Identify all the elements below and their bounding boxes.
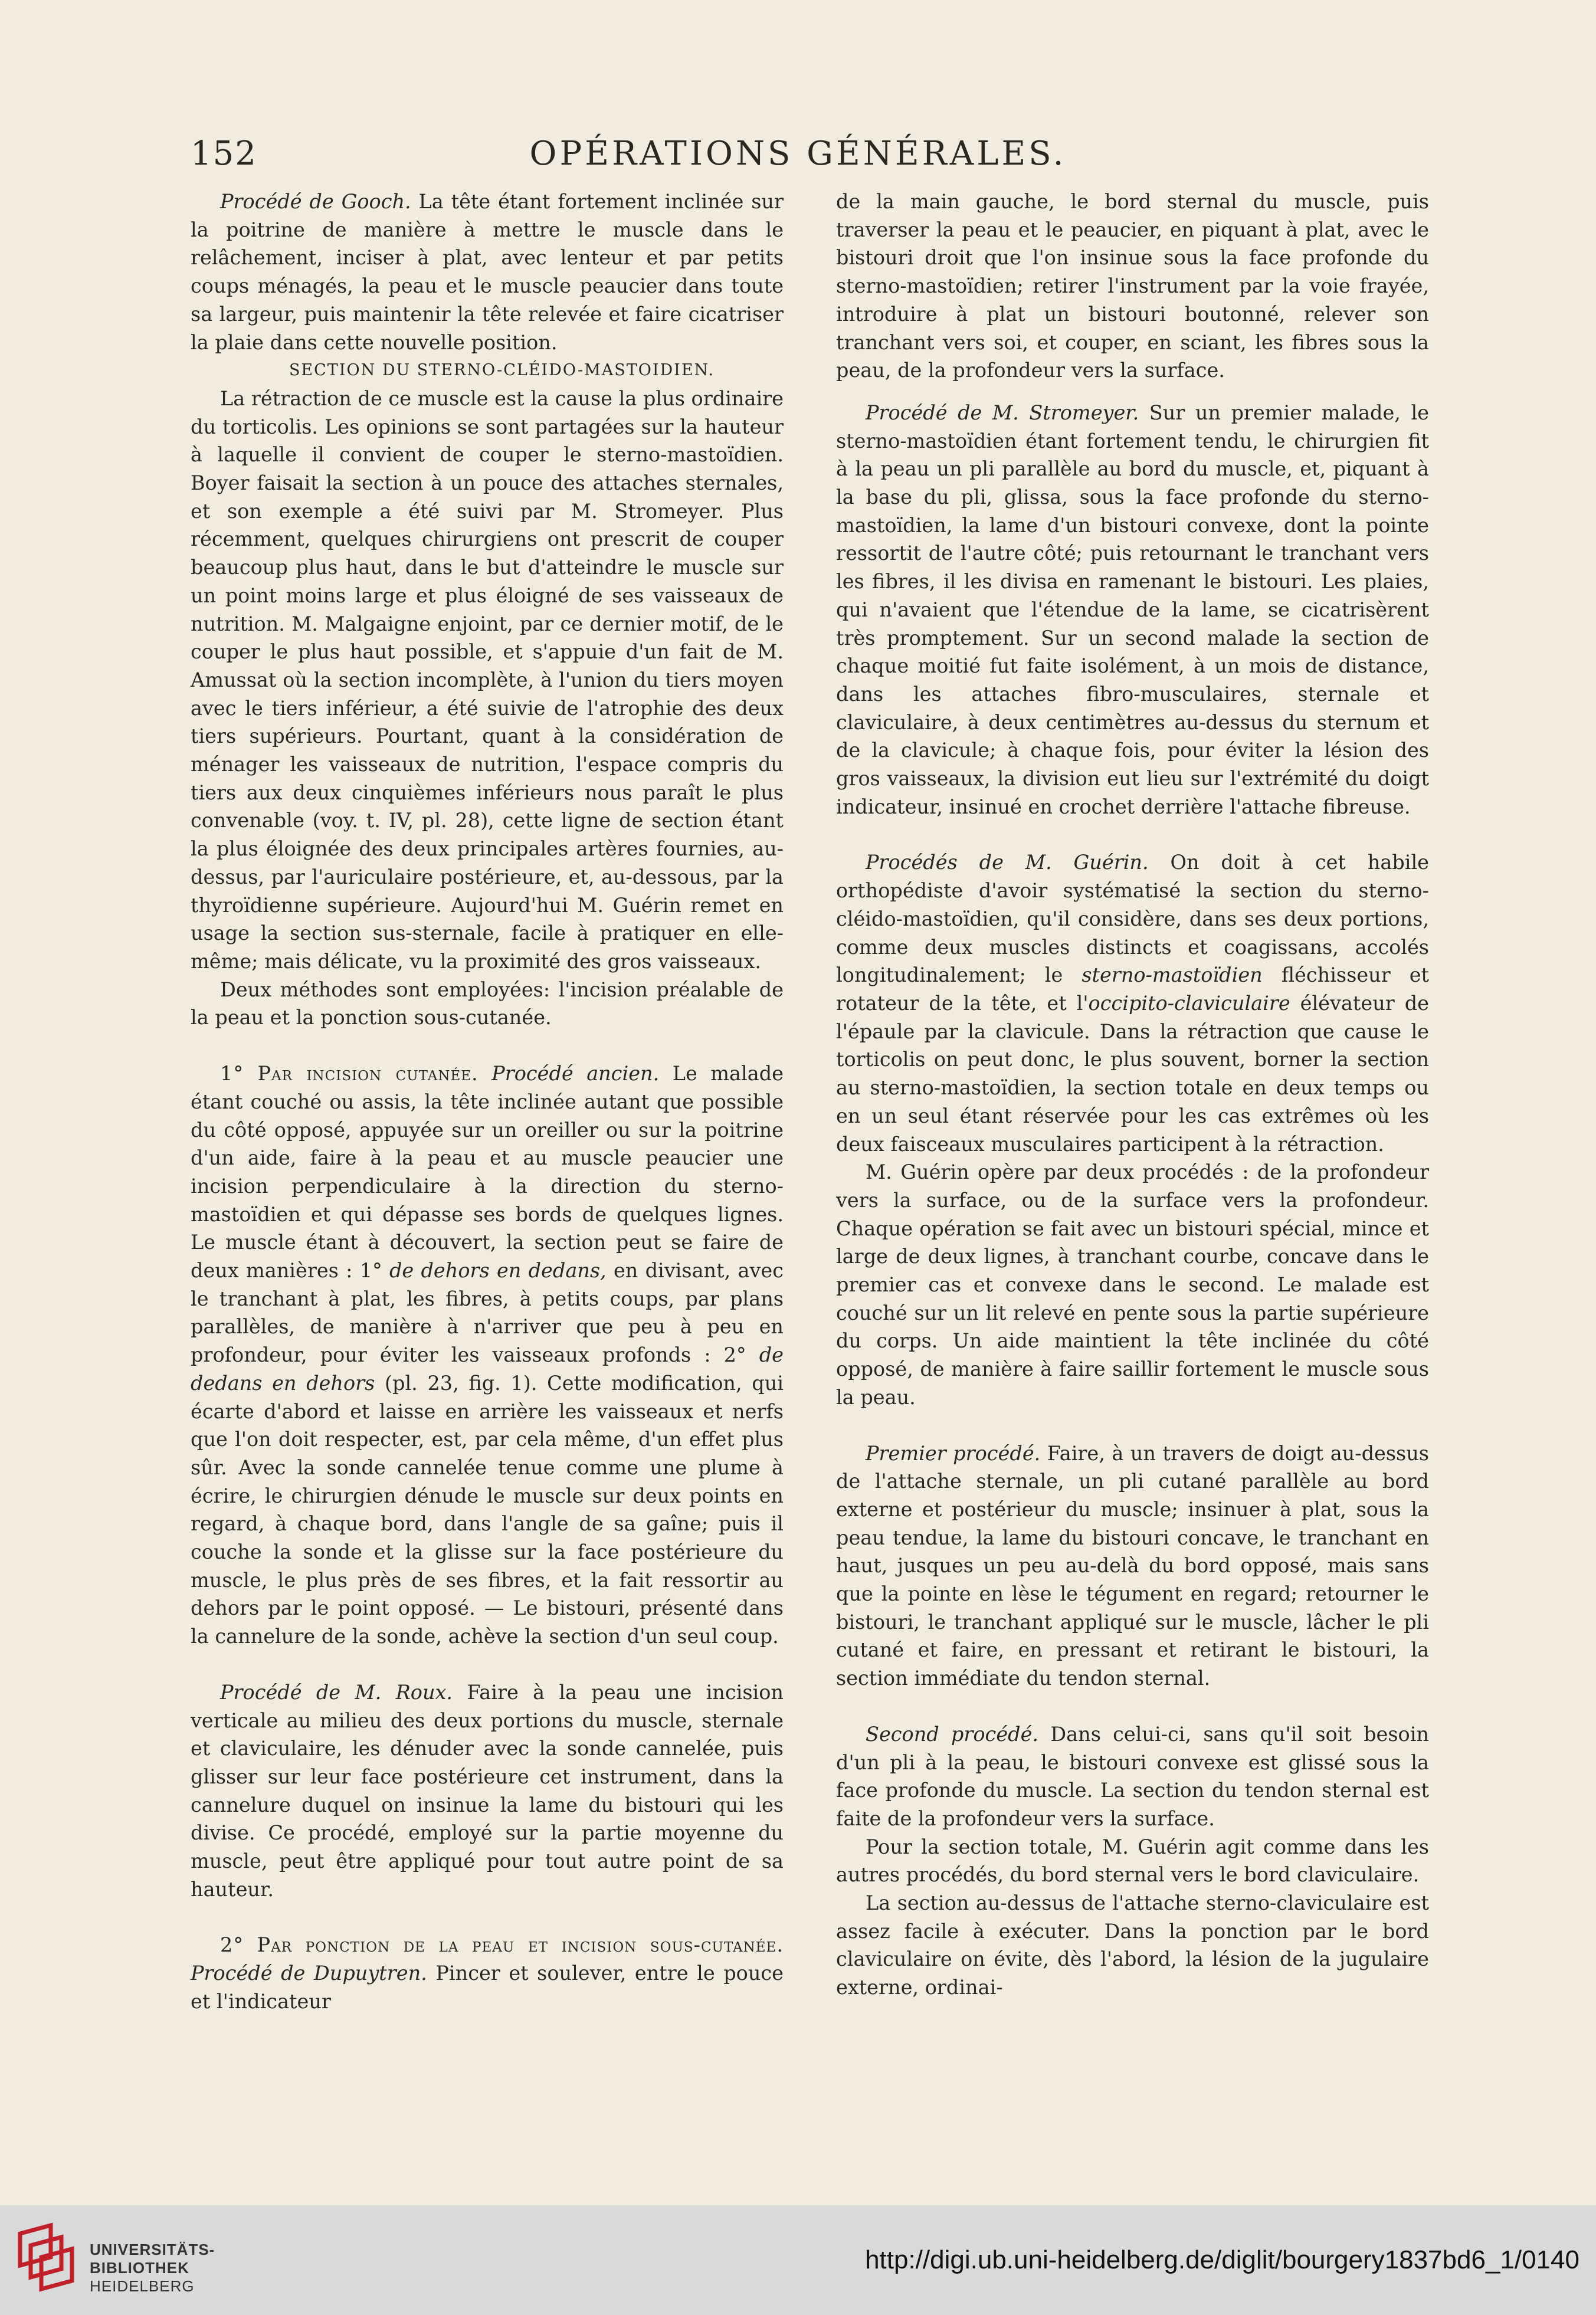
paragraph-dupuytren-continued: de la main gauche, le bord sternal du muscle, puis traverser la peau et le peaucier, en piquant à plat, avec le bistouri droit que l'on insinue sous la face profonde du sterno-mastoïdien; retirer l'instrument par la voie frayée, introduire à plat un bistouri boutonné, relever son tranchant vers soi, et couper, en sciant, les fibres sous la peau, de la profondeur vers la surface. xyxy=(836,190,1429,382)
paragraph-roux: Procédé de M. Roux. Faire à la peau une incision verticale au milieu des deux portions du muscle, sternale et claviculaire, les dénuder avec la sonde cannelée, puis glisser sur leur face postérieure cet instrument, dans la cannelure duquel on insinue la lame du bistouri qui les divise. Ce procédé, employé sur la partie moyenne du muscle, peut être appliqué pour tout autre point de sa hauteur. xyxy=(191,1680,784,1901)
paragraph-methods: Deux méthodes sont employées: l'incision préalable de la peau et la ponction sous-cutanée. xyxy=(191,978,784,1029)
page-number: 152 xyxy=(191,135,257,173)
page-header xyxy=(0,135,1596,177)
source-url-link[interactable]: http://digi.ub.uni-heidelberg.de/diglit/bourgery1837bd6_1/0140 xyxy=(865,2245,1579,2274)
paragraph-section-totale: Pour la section totale, M. Guérin agit comme dans les autres procédés, du bord sternal vers le bord claviculaire. xyxy=(836,1835,1429,1887)
section-title: SECTION DU STERNO-CLÉIDO-MASTOIDIEN. xyxy=(289,361,715,380)
procedure-title: Procédés de M. Guérin. xyxy=(866,851,1149,874)
paragraph-second-procede: Second procédé. Dans celui-ci, sans qu'il soit besoin d'un pli à la peau, le bistouri convexe est glissé sous la face profonde du muscle. La section du tendon sternal est faite de la profondeur vers la surface. xyxy=(836,1722,1429,1830)
procedure-title: Procédé ancien. xyxy=(491,1062,660,1086)
paragraph-gooch: Procédé de Gooch. La tête étant fortement inclinée sur la poitrine de manière à mettre le muscle dans le relâchement, inciser à plat, avec lenteur et par petits coups ménagés, la peau et le muscle peaucier dans toute sa largeur, puis maintenir la tête relevée et faire cicatriser la plaie dans cette nouvelle position. xyxy=(191,190,784,354)
procedure-title: Procédé de M. Stromeyer. xyxy=(866,401,1139,424)
paragraph-stromeyer: Procédé de M. Stromeyer. Sur un premier malade, le sterno-mastoïdien étant fortement tendu, le chirurgien fit à la peau un pli parallèle au bord du muscle, et, piquant à la base du pli, glissa, sous la face profonde du sterno-mastoïdien, la lame d'un bistouri convexe, dont la pointe ressortit de l'autre côté; puis retournant le tranchant vers les fibres, il les divisa en ramenant le bistouri. Les plaies, qui n'avaient que l'étendue de la lame, se cicatrisèrent très promptement. Sur un second malade la section de chaque moitié fut faite isolément, à un mois de distance, dans les attaches fibro-musculaires, sternale et claviculaire, à deux centimètres au-dessus du sternum et de la clavicule; à chaque fois, pour éviter la lésion des gros vaisseaux, la division eut lieu sur l'extrémité du doigt indicateur, insinué en crochet derrière l'attache fibreuse. xyxy=(836,401,1430,818)
method-heading: 1° Par incision cutanée. xyxy=(220,1062,479,1086)
paragraph-ponction: 2° Par ponction de la peau et incision sous-cutanée. Procédé de Dupuytren. Pincer et soulever, entre le pouce et l'indicateur xyxy=(191,1933,784,2013)
procedure-title: Second procédé. xyxy=(866,1722,1039,1746)
footer-bar xyxy=(0,2205,1596,2315)
procedure-title: Procédé de Gooch. xyxy=(220,190,411,213)
procedure-title: Procédé de Dupuytren. xyxy=(191,1962,427,1985)
library-logo-icon xyxy=(17,2222,78,2298)
library-name: UNIVERSITÄTS- BIBLIOTHEK HEIDELBERG xyxy=(90,2241,215,2295)
paragraph-retraction: La rétraction de ce muscle est la cause la plus ordinaire du torticolis. Les opinions se sont partagées sur la hauteur à laquelle il convient de couper le sterno-mastoïdien. Boyer faisait la section à un pouce des attaches sternales, et son exemple a été suivi par M. Stromeyer. Plus récemment, quelques chirurgiens ont prescrit de couper beaucoup plus haut, dans le but d'atteindre le muscle sur un point moins large et plus éloigné de ses vaisseaux de nutrition. M. Malgaigne enjoint, par ce dernier motif, de le couper le plus haut possible, et s'appuie d'un fait de M. Amussat où la section incomplète, à l'union du tiers moyen avec le tiers inférieur, a été suivie de l'atrophie des deux tiers supérieurs. Pourtant, quant à la considération de ménager les vaisseaux de nutrition, l'espace compris du tiers aux deux cinquièmes inférieurs nous paraît le plus convenable (voy. t. IV, pl. 28), cette ligne de section étant la plus éloignée des deux principales artères fournies, au-dessus, par l'auriculaire postérieure, et, au-dessous, par la thyroïdienne supérieure. Aujourd'hui M. Guérin remet en usage la section sus-sternale, facile à pratiquer en elle-même; mais délicate, vu la proximité des gros vaisseaux. xyxy=(191,386,784,973)
paragraph-sus-sternale: La section au-dessus de l'attache sterno-claviculaire est assez facile à exécuter. Dans la ponction par le bord claviculaire on évite, dès l'abord, la lésion de la jugulaire externe, ordinai- xyxy=(836,1891,1429,1999)
running-title: OPÉRATIONS GÉNÉRALES. xyxy=(529,135,1067,173)
procedure-title: Procédé de M. Roux. xyxy=(220,1680,453,1704)
paragraph-premier-procede: Premier procédé. Faire, à un travers de doigt au-dessus de l'attache sternale, un pli cutané parallèle au bord externe et postérieur du muscle; insinuer à plat, sous la peau tendue, la lame du bistouri concave, le tranchant en haut, jusques un peu au-delà du bord opposé, mais sans que la pointe en lèse le tégument en regard; retourner le bistouri, le tranchant appliqué sur le muscle, lâcher le pli cutané et faire, en pressant et retirant le bistouri, la section immédiate du tendon sternal. xyxy=(836,1441,1429,1690)
right-column xyxy=(836,188,1429,2002)
procedure-title: Premier procédé. xyxy=(866,1441,1041,1465)
paragraph-guerin-procedures: M. Guérin opère par deux procédés : de la profondeur vers la surface, ou de la surface vers la profondeur. Chaque opération se fait avec un bistouri spécial, mince et large de deux lignes, à tranchant courbe, concave dans le premier cas et convexe dans le second. Le malade est couché sur un lit relevé en pente sous la partie supérieure du corps. Un aide maintient la tête inclinée du côté opposé, de manière à faire saillir fortement le muscle sous la peau. xyxy=(836,1160,1429,1409)
paragraph-guerin: Procédés de M. Guérin. On doit à cet habile orthopédiste d'avoir systématisé la section du sterno-cléido-mastoïdien, qu'il considère, dans ses deux portions, comme deux muscles distincts et coagissans, accolés longitudinalement; le sterno-mastoïdien fléchisseur et rotateur de la tête, et l'occipito-claviculaire élévateur de l'épaule par la clavicule. Dans la rétraction que cause le torticolis on peut donc, le plus souvent, borner la section au sterno-mastoïdien, la section totale en deux temps ou en un seul étant réservée pour les cas extrêmes où les deux faisceaux musculaires participent à la rétraction. xyxy=(836,851,1430,1156)
paragraph-incision-cutanee: 1° Par incision cutanée. Procédé ancien. Le malade étant couché ou assis, la tête inclinée autant que possible du côté opposé, appuyée sur un oreiller ou sur la poitrine d'un aide, faire à la peau et au muscle peaucier une incision perpendiculaire à la direction du sterno-mastoïdien et qui dépasse ses bords de quelques lignes. Le muscle étant à découvert, la section peut se faire de deux manières : 1° de dehors en dedans, en divisant, avec le tranchant à plat, les fibres, à petits coups, par plans parallèles, de manière à n'arriver que peu à peu en profondeur, pour éviter les vaisseaux profonds : 2° de dedans en dehors (pl. 23, fig. 1). Cette modification, qui écarte d'abord et laisse en arrière les vaisseaux et nerfs que l'on doit respecter, est, par cela même, d'un effet plus sûr. Avec la sonde cannelée tenue comme une plume à écrire, le chirurgien dénude le muscle sur deux points en regard, à chaque bord, dans l'angle de sa gaîne; puis il couche la sonde et la glisse sur la face postérieure du muscle, le plus près de ses fibres, et la fait ressortir au dehors par le point opposé. — Le bistouri, présenté dans la cannelure de la sonde, achève la section d'un seul coup. xyxy=(191,1062,784,1648)
method-heading: 2° Par ponction de la peau et incision sous-cutanée. xyxy=(220,1933,784,1957)
left-column xyxy=(191,188,784,2016)
